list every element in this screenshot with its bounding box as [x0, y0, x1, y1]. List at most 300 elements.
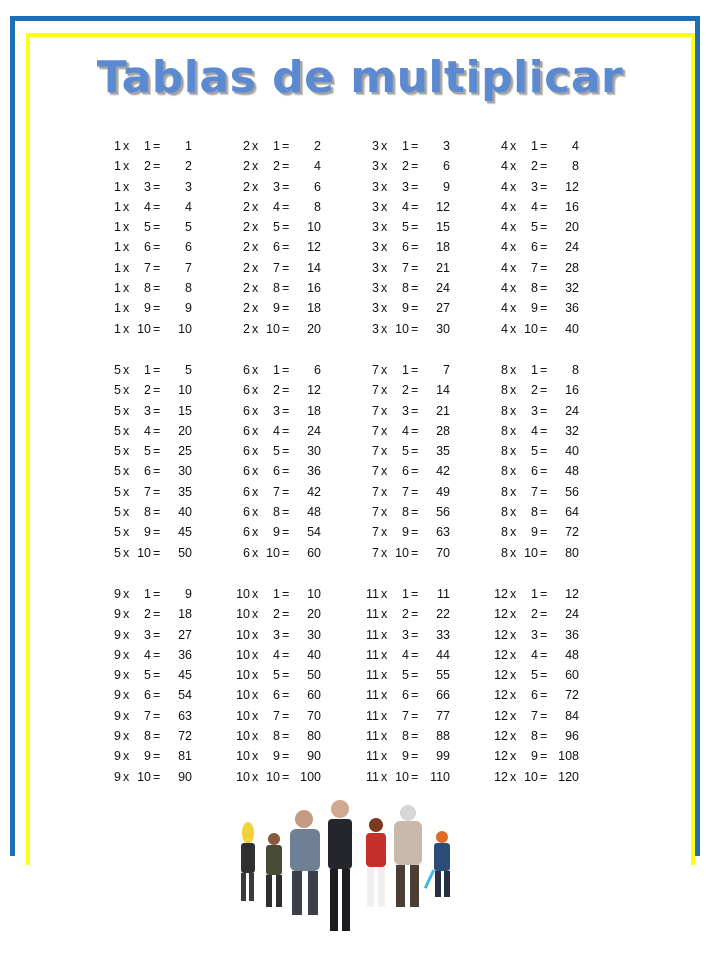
table-line: [232, 421, 361, 441]
times-sign: x: [510, 423, 517, 438]
equals-sign: =: [153, 668, 161, 683]
equals-sign: =: [411, 179, 419, 194]
product: 24: [565, 607, 579, 622]
product: 60: [565, 668, 579, 683]
times-sign: x: [252, 729, 259, 744]
table-line: [232, 360, 361, 380]
factor-b: 2: [531, 607, 538, 622]
times-sign: x: [510, 179, 517, 194]
table-7: [361, 360, 490, 563]
times-sign: x: [252, 668, 259, 683]
equals-sign: =: [540, 362, 548, 377]
factor-b: 4: [144, 423, 151, 438]
factor-b: 8: [144, 281, 151, 296]
factor-b: 4: [144, 199, 151, 214]
table-line: [232, 319, 361, 339]
times-sign: x: [252, 179, 259, 194]
product: 40: [307, 647, 321, 662]
table-line: [103, 421, 232, 441]
times-sign: x: [510, 139, 517, 153]
factor-b: 1: [531, 362, 538, 377]
factor-a: 11: [366, 688, 379, 703]
equals-sign: =: [411, 403, 419, 418]
times-sign: x: [381, 749, 388, 764]
factor-a: 2: [243, 139, 250, 153]
table-line: [232, 197, 361, 217]
times-sign: x: [381, 769, 388, 784]
table-line: [361, 746, 490, 766]
table-line: [490, 319, 600, 339]
factor-a: 11: [366, 586, 379, 601]
factor-a: 10: [236, 729, 250, 744]
times-sign: x: [381, 484, 388, 499]
table-line: [361, 543, 490, 563]
factor-a: 3: [372, 139, 379, 153]
times-sign: x: [123, 403, 130, 418]
factor-a: 2: [243, 321, 250, 336]
product: 45: [178, 668, 192, 683]
table-line: [361, 522, 490, 542]
table-line: [232, 767, 361, 787]
times-sign: x: [123, 199, 130, 214]
factor-a: 1: [114, 139, 121, 153]
table-line: [103, 502, 232, 522]
table-line: [103, 319, 232, 339]
factor-b: 9: [273, 301, 280, 316]
times-sign: x: [123, 444, 130, 459]
equals-sign: =: [282, 139, 290, 153]
product: 35: [436, 444, 450, 459]
table-line: [490, 441, 600, 461]
table-line: [232, 461, 361, 481]
times-sign: x: [123, 362, 130, 377]
equals-sign: =: [540, 260, 548, 275]
factor-a: 7: [372, 423, 379, 438]
factor-b: 8: [531, 729, 538, 744]
factor-a: 3: [372, 179, 379, 194]
factor-b: 6: [273, 240, 280, 255]
equals-sign: =: [282, 260, 290, 275]
equals-sign: =: [540, 769, 548, 784]
factor-a: 1: [114, 199, 121, 214]
times-sign: x: [510, 464, 517, 479]
equals-sign: =: [282, 708, 290, 723]
factor-a: 8: [501, 403, 508, 418]
equals-sign: =: [282, 647, 290, 662]
equals-sign: =: [411, 159, 419, 174]
factor-b: 9: [144, 301, 151, 316]
times-sign: x: [510, 586, 517, 601]
equals-sign: =: [282, 525, 290, 540]
product: 9: [185, 586, 192, 601]
product: 6: [314, 179, 321, 194]
product: 20: [565, 220, 579, 235]
table-line: [232, 706, 361, 726]
times-sign: x: [381, 159, 388, 174]
equals-sign: =: [153, 688, 161, 703]
factor-a: 4: [501, 260, 508, 275]
product: 10: [178, 321, 192, 336]
table-line: [361, 604, 490, 624]
product: 32: [565, 423, 579, 438]
equals-sign: =: [153, 647, 161, 662]
factor-a: 8: [501, 505, 508, 520]
equals-sign: =: [540, 708, 548, 723]
factor-b: 10: [395, 769, 409, 784]
product: 15: [178, 403, 192, 418]
table-line: [103, 767, 232, 787]
factor-b: 10: [266, 321, 280, 336]
table-line: [361, 177, 490, 197]
equals-sign: =: [411, 545, 419, 560]
times-sign: x: [510, 647, 517, 662]
factor-b: 3: [531, 403, 538, 418]
factor-a: 9: [114, 586, 121, 601]
factor-b: 6: [531, 464, 538, 479]
times-sign: x: [123, 240, 130, 255]
times-sign: x: [252, 159, 259, 174]
factor-b: 4: [402, 647, 409, 662]
table-line: [232, 441, 361, 461]
times-sign: x: [252, 260, 259, 275]
times-sign: x: [252, 423, 259, 438]
product: 48: [307, 505, 321, 520]
times-sign: x: [252, 240, 259, 255]
table-line: [490, 136, 600, 156]
product: 27: [178, 627, 192, 642]
product: 72: [178, 729, 192, 744]
product: 18: [307, 403, 321, 418]
factor-a: 7: [372, 464, 379, 479]
factor-b: 3: [402, 403, 409, 418]
times-sign: x: [510, 199, 517, 214]
table-line: [232, 665, 361, 685]
times-sign: x: [252, 688, 259, 703]
equals-sign: =: [411, 647, 419, 662]
factor-a: 9: [114, 688, 121, 703]
table-line: [103, 177, 232, 197]
table-line: [232, 522, 361, 542]
factor-b: 8: [273, 281, 280, 296]
table-line: [490, 502, 600, 522]
times-sign: x: [252, 627, 259, 642]
factor-b: 7: [531, 484, 538, 499]
table-line: [232, 278, 361, 298]
equals-sign: =: [411, 220, 419, 235]
equals-sign: =: [153, 321, 161, 336]
equals-sign: =: [282, 545, 290, 560]
factor-a: 4: [501, 220, 508, 235]
equals-sign: =: [282, 484, 290, 499]
table-1: [103, 136, 232, 339]
table-line: [361, 706, 490, 726]
table-line: [490, 197, 600, 217]
factor-a: 10: [236, 627, 250, 642]
times-sign: x: [123, 321, 130, 336]
equals-sign: =: [540, 199, 548, 214]
times-sign: x: [252, 444, 259, 459]
factor-a: 9: [114, 769, 121, 784]
factor-a: 3: [372, 199, 379, 214]
equals-sign: =: [153, 240, 161, 255]
factor-a: 5: [114, 444, 121, 459]
factor-a: 5: [114, 484, 121, 499]
factor-b: 5: [402, 444, 409, 459]
times-sign: x: [381, 260, 388, 275]
product: 3: [185, 179, 192, 194]
factor-b: 6: [144, 688, 151, 703]
times-sign: x: [510, 525, 517, 540]
character-4: [328, 800, 352, 931]
times-sign: x: [381, 199, 388, 214]
times-sign: x: [123, 749, 130, 764]
product: 12: [307, 240, 321, 255]
factor-a: 8: [501, 464, 508, 479]
times-sign: x: [381, 240, 388, 255]
factor-a: 10: [236, 647, 250, 662]
product: 16: [565, 199, 579, 214]
factor-a: 4: [501, 281, 508, 296]
factor-b: 6: [273, 688, 280, 703]
table-line: [361, 645, 490, 665]
equals-sign: =: [540, 179, 548, 194]
table-line: [103, 726, 232, 746]
factor-a: 3: [372, 159, 379, 174]
table-line: [490, 298, 600, 318]
times-sign: x: [381, 627, 388, 642]
factor-a: 2: [243, 220, 250, 235]
product: 6: [443, 159, 450, 174]
table-line: [103, 706, 232, 726]
equals-sign: =: [411, 708, 419, 723]
equals-sign: =: [282, 159, 290, 174]
equals-sign: =: [282, 240, 290, 255]
factor-a: 4: [501, 301, 508, 316]
equals-sign: =: [411, 260, 419, 275]
product: 80: [565, 545, 579, 560]
factor-a: 6: [243, 505, 250, 520]
factor-a: 10: [236, 688, 250, 703]
times-sign: x: [381, 423, 388, 438]
factor-b: 9: [402, 749, 409, 764]
times-sign: x: [123, 668, 130, 683]
factor-a: 8: [501, 362, 508, 377]
product: 4: [185, 199, 192, 214]
table-line: [103, 156, 232, 176]
times-sign: x: [510, 627, 517, 642]
table-line: [361, 421, 490, 441]
equals-sign: =: [411, 444, 419, 459]
product: 60: [307, 688, 321, 703]
factor-b: 8: [402, 281, 409, 296]
product: 24: [565, 240, 579, 255]
character-7: [424, 831, 450, 897]
equals-sign: =: [540, 668, 548, 683]
table-line: [490, 522, 600, 542]
times-sign: x: [252, 769, 259, 784]
table-line: [490, 380, 600, 400]
factor-b: 4: [402, 199, 409, 214]
table-line: [232, 136, 361, 156]
factor-b: 9: [402, 525, 409, 540]
factor-a: 11: [366, 647, 379, 662]
factor-b: 3: [531, 627, 538, 642]
factor-b: 1: [273, 362, 280, 377]
factor-b: 8: [144, 729, 151, 744]
factor-b: 2: [144, 383, 151, 398]
equals-sign: =: [540, 159, 548, 174]
factor-b: 1: [402, 586, 409, 601]
equals-sign: =: [411, 484, 419, 499]
factor-b: 3: [273, 179, 280, 194]
equals-sign: =: [411, 525, 419, 540]
factor-b: 6: [273, 464, 280, 479]
times-sign: x: [252, 647, 259, 662]
factor-a: 9: [114, 729, 121, 744]
table-10: [232, 584, 361, 787]
factor-b: 6: [402, 688, 409, 703]
times-sign: x: [510, 545, 517, 560]
factor-a: 9: [114, 607, 121, 622]
factor-a: 12: [494, 607, 508, 622]
table-line: [490, 237, 600, 257]
table-line: [103, 278, 232, 298]
character-6: [394, 805, 422, 907]
product: 72: [565, 688, 579, 703]
times-sign: x: [252, 505, 259, 520]
product: 56: [565, 484, 579, 499]
equals-sign: =: [411, 688, 419, 703]
factor-b: 10: [524, 545, 538, 560]
equals-sign: =: [411, 668, 419, 683]
product: 28: [436, 423, 450, 438]
factor-b: 9: [531, 749, 538, 764]
factor-a: 6: [243, 444, 250, 459]
product: 110: [430, 769, 450, 784]
equals-sign: =: [153, 199, 161, 214]
table-line: [103, 197, 232, 217]
factor-a: 6: [243, 423, 250, 438]
character-1: [241, 822, 255, 901]
times-sign: x: [510, 240, 517, 255]
times-sign: x: [381, 281, 388, 296]
factor-b: 2: [402, 159, 409, 174]
equals-sign: =: [540, 525, 548, 540]
times-sign: x: [381, 545, 388, 560]
factor-a: 12: [494, 769, 508, 784]
table-line: [103, 237, 232, 257]
product: 18: [436, 240, 450, 255]
times-sign: x: [123, 301, 130, 316]
factor-a: 3: [372, 321, 379, 336]
factor-b: 5: [273, 668, 280, 683]
equals-sign: =: [411, 199, 419, 214]
factor-a: 1: [114, 240, 121, 255]
product: 30: [307, 444, 321, 459]
product: 84: [565, 708, 579, 723]
factor-b: 7: [531, 260, 538, 275]
factor-a: 6: [243, 464, 250, 479]
factor-a: 8: [501, 525, 508, 540]
table-line: [490, 604, 600, 624]
equals-sign: =: [540, 423, 548, 438]
product: 55: [436, 668, 450, 683]
times-sign: x: [381, 301, 388, 316]
factor-b: 10: [524, 321, 538, 336]
factor-a: 7: [372, 362, 379, 377]
equals-sign: =: [282, 607, 290, 622]
times-sign: x: [510, 383, 517, 398]
times-sign: x: [510, 688, 517, 703]
factor-b: 5: [273, 220, 280, 235]
product: 45: [178, 525, 192, 540]
times-sign: x: [123, 545, 130, 560]
factor-b: 9: [144, 525, 151, 540]
product: 108: [558, 749, 579, 764]
product: 63: [178, 708, 192, 723]
factor-a: 12: [494, 627, 508, 642]
factor-a: 8: [501, 484, 508, 499]
equals-sign: =: [153, 159, 161, 174]
factor-a: 11: [366, 729, 379, 744]
table-line: [103, 136, 232, 156]
table-line: [103, 217, 232, 237]
product: 9: [185, 301, 192, 316]
product: 25: [178, 444, 192, 459]
factor-a: 1: [114, 321, 121, 336]
product: 30: [436, 321, 450, 336]
times-sign: x: [123, 159, 130, 174]
factor-a: 12: [494, 688, 508, 703]
table-line: [361, 461, 490, 481]
factor-b: 7: [273, 484, 280, 499]
times-sign: x: [510, 260, 517, 275]
factor-b: 1: [402, 139, 409, 153]
equals-sign: =: [540, 505, 548, 520]
factor-b: 5: [144, 668, 151, 683]
times-sign: x: [381, 688, 388, 703]
times-sign: x: [123, 729, 130, 744]
table-line: [361, 217, 490, 237]
factor-b: 5: [402, 220, 409, 235]
product: 90: [178, 769, 192, 784]
tables-row: [103, 136, 603, 339]
factor-a: 4: [501, 199, 508, 214]
equals-sign: =: [540, 607, 548, 622]
times-sign: x: [252, 586, 259, 601]
factor-a: 7: [372, 545, 379, 560]
times-sign: x: [381, 403, 388, 418]
factor-b: 1: [531, 139, 538, 153]
factor-a: 12: [494, 708, 508, 723]
equals-sign: =: [153, 383, 161, 398]
table-line: [361, 197, 490, 217]
table-line: [232, 584, 361, 604]
product: 100: [300, 769, 321, 784]
product: 30: [307, 627, 321, 642]
factor-a: 1: [114, 260, 121, 275]
product: 120: [558, 769, 579, 784]
factor-a: 9: [114, 627, 121, 642]
product: 36: [307, 464, 321, 479]
factor-a: 11: [366, 749, 379, 764]
product: 81: [178, 749, 192, 764]
times-sign: x: [381, 321, 388, 336]
factor-b: 7: [144, 484, 151, 499]
factor-a: 5: [114, 545, 121, 560]
table-line: [490, 258, 600, 278]
equals-sign: =: [153, 525, 161, 540]
